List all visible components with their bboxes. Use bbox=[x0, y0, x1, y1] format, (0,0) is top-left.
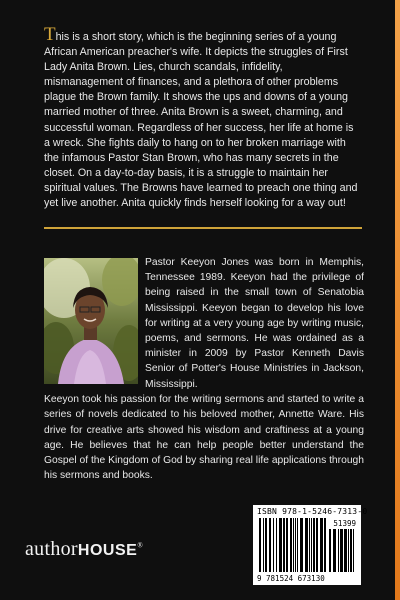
barcode-bar bbox=[311, 518, 312, 572]
barcode-bar bbox=[320, 518, 323, 572]
drop-cap: T bbox=[44, 24, 56, 45]
barcode-bar bbox=[259, 518, 261, 572]
barcode-bar bbox=[344, 529, 347, 572]
barcode-bar bbox=[348, 529, 349, 572]
barcode-bar bbox=[350, 529, 352, 572]
logo-registered-mark: ® bbox=[137, 541, 143, 550]
barcode-bar bbox=[295, 518, 296, 572]
main-barcode-bars bbox=[259, 518, 327, 572]
barcode-bar bbox=[276, 518, 277, 572]
barcode-bar bbox=[283, 518, 285, 572]
barcode-bar bbox=[269, 518, 271, 572]
barcode-bar bbox=[316, 518, 318, 572]
barcode-bar bbox=[338, 529, 339, 572]
isbn-number: ISBN 978-1-5246-7313-0 bbox=[257, 507, 368, 516]
addon-barcode-bars bbox=[329, 529, 357, 572]
gold-divider bbox=[44, 227, 362, 229]
barcode-bar bbox=[305, 518, 308, 572]
barcode-bar bbox=[340, 529, 343, 572]
author-photo bbox=[44, 258, 138, 384]
logo-house: HOUSE bbox=[77, 542, 138, 559]
barcode-bar bbox=[324, 518, 326, 572]
barcode-digits: 9 781524 673130 bbox=[257, 574, 325, 583]
back-cover-blurb bbox=[44, 24, 362, 211]
barcode-bar bbox=[309, 518, 310, 572]
barcode-bar bbox=[263, 518, 264, 572]
barcode-bar bbox=[265, 518, 267, 572]
barcode-bar bbox=[353, 529, 354, 572]
barcode-bar bbox=[333, 529, 336, 572]
barcode-bar bbox=[290, 518, 292, 572]
author-bio-side: Pastor Keeyon Jones was born in Memphis, Tennessee 1989. Keeyon had the privilege of being raised in the small town of Senatobia Mississippi. Keeyon began to develop his love for writing at a very young age by writing music, poems, and sermons. He was ordained as a minister in 2009 by Pastor Kenneth Davis Senior of Potter's House Ministries in Jackson, Mississippi. bbox=[145, 257, 364, 390]
barcode-bar bbox=[329, 529, 331, 572]
barcode-bar bbox=[293, 518, 294, 572]
barcode-bar bbox=[279, 518, 282, 572]
barcode-bar bbox=[286, 518, 288, 572]
barcode-bar bbox=[297, 518, 298, 572]
logo-author: author bbox=[25, 538, 78, 560]
author-bio-continued: Keeyon took his passion for the writing sermons and started to write a series of novels dedicated to his beloved mother, Annette Ware. His drive for creative arts showed his wisdom and craftiness at a young age. He believes that he can help people better understand the Gospel of the Kingdom of God by sharing real life applications through his sermons and books. bbox=[44, 394, 364, 482]
price-code: 51399 bbox=[333, 519, 356, 528]
author-portrait-image bbox=[44, 258, 138, 384]
barcode-bar bbox=[313, 518, 315, 572]
publisher-logo bbox=[25, 538, 143, 561]
orange-edge-stripe bbox=[395, 0, 400, 600]
blurb-text: his is a short story, which is the beginning series of a young African American preacher's wife. It depicts the struggles of First Lady Anita Brown. Lies, church scandals, infidelity, mismanagement of finances, and a plethora of other problems plague the Brown family. It shows the ups and downs of a young married mother of three. Anita Brown is a sweet, charming, and successful woman. Regardless of her success, her life at home is a wreck. She fights daily to hang on to her broken marriage with the infamous Pastor Stan Brown, who has many secrets in the closet. On a day-to-day basis, it is a struggle to maintain her spiritual values. The Browns have learned to preach one thing and yet live another. Anita quickly finds herself looking for a way out! bbox=[44, 31, 358, 210]
barcode-bar bbox=[273, 518, 274, 572]
barcode-bar bbox=[300, 518, 303, 572]
isbn-barcode bbox=[253, 505, 368, 585]
